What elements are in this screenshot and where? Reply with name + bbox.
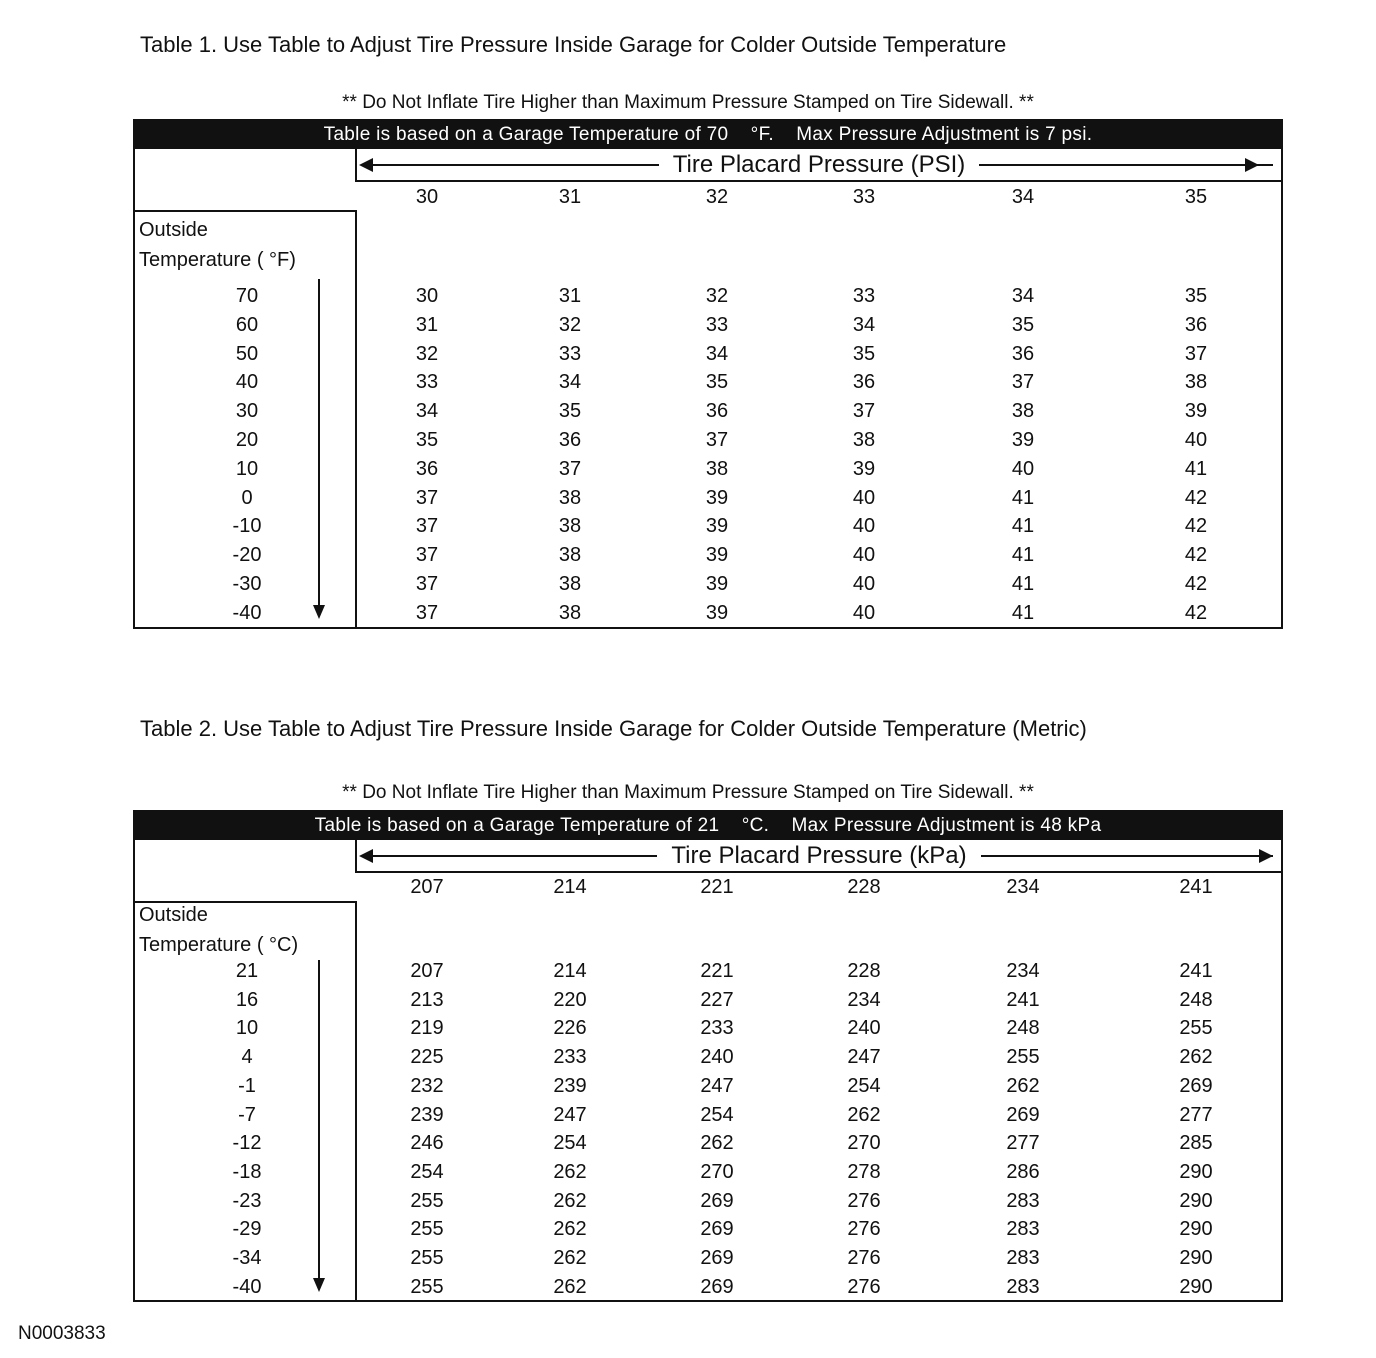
- table-cell: 40: [1184, 429, 1208, 451]
- table-cell: 276: [847, 1189, 881, 1212]
- column-header: 31: [558, 186, 582, 208]
- row-temperature: -30: [232, 573, 262, 595]
- table-cell: 35: [415, 429, 439, 451]
- table1-banner: Table is based on a Garage Temperature of 70 °F. Max Pressure Adjustment is 7 psi.: [135, 121, 1281, 149]
- column-header: 241: [1179, 876, 1213, 898]
- table-cell: 42: [1184, 486, 1208, 509]
- table-cell: 276: [847, 1275, 881, 1298]
- column-header: 228: [847, 876, 881, 898]
- table-cell: 254: [700, 1103, 734, 1126]
- table-cell: 42: [1184, 515, 1208, 538]
- table-cell: 36: [705, 400, 729, 423]
- table-cell: 269: [1179, 1074, 1213, 1097]
- table-cell: 248: [1006, 1017, 1040, 1040]
- row-temperature: -10: [232, 515, 262, 538]
- table-cell: 255: [410, 1275, 444, 1298]
- table-cell: 40: [852, 601, 876, 624]
- table-cell: 41: [1011, 601, 1035, 624]
- table-cell: 39: [705, 515, 729, 538]
- table-cell: 241: [1006, 988, 1040, 1011]
- table-cell: 41: [1184, 457, 1208, 480]
- table-cell: 34: [1011, 285, 1035, 307]
- table-cell: 40: [852, 515, 876, 538]
- table-cell: 269: [700, 1247, 734, 1269]
- table-cell: 39: [852, 457, 876, 480]
- row-temperature: 0: [241, 486, 253, 509]
- table-cell: 36: [558, 429, 582, 451]
- table-cell: 283: [1006, 1218, 1040, 1241]
- table2-banner: Table is based on a Garage Temperature of 21 °C. Max Pressure Adjustment is 48 kPa: [135, 812, 1281, 840]
- table2-placard-label: Tire Placard Pressure (kPa): [657, 842, 980, 869]
- table-cell: 42: [1184, 601, 1208, 624]
- table-cell: 37: [415, 573, 439, 595]
- table-cell: 41: [1011, 573, 1035, 595]
- table-cell: 262: [553, 1275, 587, 1298]
- row-temperature: -34: [232, 1247, 262, 1269]
- table-cell: 37: [415, 486, 439, 509]
- table-cell: 262: [553, 1160, 587, 1183]
- table-cell: 34: [705, 342, 729, 365]
- column-header: 30: [415, 186, 439, 208]
- table-cell: 32: [415, 342, 439, 365]
- table1-row-label-line1: Outside: [139, 219, 208, 241]
- table-cell: 30: [415, 285, 439, 307]
- table-cell: 277: [1179, 1103, 1213, 1126]
- table-cell: 220: [553, 988, 587, 1011]
- column-header: 207: [410, 876, 444, 898]
- row-temperature: 4: [241, 1046, 253, 1069]
- table-cell: 38: [558, 515, 582, 538]
- table-cell: 269: [700, 1189, 734, 1212]
- table-cell: 39: [1011, 429, 1035, 451]
- table-cell: 290: [1179, 1189, 1213, 1212]
- table-cell: 290: [1179, 1275, 1213, 1298]
- table1-row-label-line2: Temperature ( °F): [139, 249, 296, 271]
- table-cell: 255: [410, 1218, 444, 1241]
- table-cell: 32: [705, 285, 729, 307]
- table-cell: 38: [1011, 400, 1035, 423]
- table1-placard-header: [355, 149, 1281, 182]
- table-cell: 247: [553, 1103, 587, 1126]
- table-cell: 37: [558, 457, 582, 480]
- table-cell: 38: [852, 429, 876, 451]
- table-cell: 232: [410, 1074, 444, 1097]
- table-cell: 42: [1184, 544, 1208, 567]
- column-header: 221: [700, 876, 734, 898]
- table-cell: 290: [1179, 1160, 1213, 1183]
- row-temperature: -12: [232, 1132, 262, 1155]
- table-cell: 37: [415, 601, 439, 624]
- table-cell: 36: [415, 457, 439, 480]
- table-cell: 239: [410, 1103, 444, 1126]
- table-cell: 36: [1184, 313, 1208, 336]
- table-cell: 35: [1184, 285, 1208, 307]
- table-cell: 40: [852, 573, 876, 595]
- table-cell: 285: [1179, 1132, 1213, 1155]
- table-cell: 270: [847, 1132, 881, 1155]
- table-cell: 34: [852, 313, 876, 336]
- table-cell: 33: [415, 371, 439, 394]
- table-cell: 276: [847, 1247, 881, 1269]
- table-cell: 38: [558, 486, 582, 509]
- table-cell: 33: [705, 313, 729, 336]
- table-cell: 269: [1006, 1103, 1040, 1126]
- table-cell: 33: [852, 285, 876, 307]
- table-cell: 38: [705, 457, 729, 480]
- table-cell: 270: [700, 1160, 734, 1183]
- table-cell: 240: [847, 1017, 881, 1040]
- table-cell: 34: [558, 371, 582, 394]
- table-cell: 40: [1011, 457, 1035, 480]
- table-cell: 32: [558, 313, 582, 336]
- table-cell: 290: [1179, 1247, 1213, 1269]
- table-cell: 214: [553, 960, 587, 982]
- column-header: 214: [553, 876, 587, 898]
- row-temperature: -7: [238, 1103, 256, 1126]
- table-cell: 286: [1006, 1160, 1040, 1183]
- table-cell: 283: [1006, 1189, 1040, 1212]
- table-cell: 269: [700, 1275, 734, 1298]
- table-cell: 290: [1179, 1218, 1213, 1241]
- table-cell: 240: [700, 1046, 734, 1069]
- table-cell: 241: [1179, 960, 1213, 982]
- table-cell: 247: [700, 1074, 734, 1097]
- column-header: 234: [1006, 876, 1040, 898]
- table-cell: 226: [553, 1017, 587, 1040]
- table-cell: 36: [852, 371, 876, 394]
- table-cell: 262: [553, 1247, 587, 1269]
- row-temperature: 50: [235, 342, 259, 365]
- column-header: 32: [705, 186, 729, 208]
- table-cell: 39: [705, 544, 729, 567]
- table-cell: 34: [415, 400, 439, 423]
- table-cell: 38: [1184, 371, 1208, 394]
- row-temperature: 21: [235, 960, 259, 982]
- row-temperature: 30: [235, 400, 259, 423]
- table-cell: 41: [1011, 544, 1035, 567]
- table2-title: Table 2. Use Table to Adjust Tire Pressure Inside Garage for Colder Outside Temperature (Metric): [140, 716, 1087, 741]
- table-cell: 262: [700, 1132, 734, 1155]
- table-cell: 283: [1006, 1247, 1040, 1269]
- row-temperature: 40: [235, 371, 259, 394]
- table1-placard-label: Tire Placard Pressure (PSI): [659, 151, 980, 178]
- table-cell: 40: [852, 486, 876, 509]
- table-cell: 227: [700, 988, 734, 1011]
- row-temperature: -29: [232, 1218, 262, 1241]
- row-temperature: 10: [235, 1017, 259, 1040]
- table-cell: 262: [847, 1103, 881, 1126]
- down-arrow-icon: [313, 1278, 325, 1292]
- row-temperature: -18: [232, 1160, 262, 1183]
- table-cell: 35: [852, 342, 876, 365]
- table2-placard-header: [355, 840, 1281, 873]
- figure-id: N0003833: [18, 1323, 106, 1344]
- column-header: 35: [1184, 186, 1208, 208]
- table-cell: 233: [553, 1046, 587, 1069]
- table-cell: 225: [410, 1046, 444, 1069]
- table-cell: 262: [553, 1189, 587, 1212]
- down-arrow-icon: [313, 605, 325, 619]
- table-cell: 221: [700, 960, 734, 982]
- table-cell: 35: [558, 400, 582, 423]
- table-cell: 248: [1179, 988, 1213, 1011]
- table-cell: 247: [847, 1046, 881, 1069]
- table-cell: 254: [553, 1132, 587, 1155]
- table-cell: 38: [558, 544, 582, 567]
- row-temperature: 20: [235, 429, 259, 451]
- table-cell: 31: [415, 313, 439, 336]
- table-cell: 37: [1184, 342, 1208, 365]
- table-cell: 37: [415, 544, 439, 567]
- table-cell: 39: [1184, 400, 1208, 423]
- table2-row-label-line2: Temperature ( °C): [139, 934, 299, 956]
- table2-row-label-line1: Outside: [139, 904, 208, 926]
- row-temperature: -1: [238, 1074, 256, 1097]
- row-temperature: 70: [235, 285, 259, 307]
- table-cell: 33: [558, 342, 582, 365]
- row-temperature: -23: [232, 1189, 262, 1212]
- table-cell: 255: [1006, 1046, 1040, 1069]
- table-cell: 254: [410, 1160, 444, 1183]
- table-cell: 233: [700, 1017, 734, 1040]
- table-cell: 269: [700, 1218, 734, 1241]
- table1: [133, 119, 1283, 629]
- table-cell: 246: [410, 1132, 444, 1155]
- down-arrow-line: [318, 960, 320, 1278]
- table-cell: 37: [705, 429, 729, 451]
- table2: [133, 810, 1283, 1302]
- row-temperature: 10: [235, 457, 259, 480]
- table-cell: 38: [558, 601, 582, 624]
- column-header: 34: [1011, 186, 1035, 208]
- table-cell: 40: [852, 544, 876, 567]
- table-cell: 35: [1011, 313, 1035, 336]
- table-cell: 39: [705, 573, 729, 595]
- table-cell: 234: [847, 988, 881, 1011]
- table-cell: 39: [705, 486, 729, 509]
- table-cell: 207: [410, 960, 444, 982]
- table-cell: 262: [1006, 1074, 1040, 1097]
- table-cell: 255: [1179, 1017, 1213, 1040]
- table-cell: 278: [847, 1160, 881, 1183]
- table-cell: 262: [553, 1218, 587, 1241]
- row-temperature: 16: [235, 988, 259, 1011]
- table-cell: 37: [415, 515, 439, 538]
- table-cell: 41: [1011, 486, 1035, 509]
- table-cell: 255: [410, 1247, 444, 1269]
- table-cell: 38: [558, 573, 582, 595]
- table-cell: 219: [410, 1017, 444, 1040]
- table-cell: 213: [410, 988, 444, 1011]
- table-cell: 239: [553, 1074, 587, 1097]
- table-cell: 36: [1011, 342, 1035, 365]
- table-cell: 262: [1179, 1046, 1213, 1069]
- table-cell: 276: [847, 1218, 881, 1241]
- table-cell: 277: [1006, 1132, 1040, 1155]
- table-cell: 39: [705, 601, 729, 624]
- table-cell: 283: [1006, 1275, 1040, 1298]
- table2-note: ** Do Not Inflate Tire Higher than Maximum Pressure Stamped on Tire Sidewall. **: [342, 782, 1034, 803]
- table-cell: 255: [410, 1189, 444, 1212]
- table1-note: ** Do Not Inflate Tire Higher than Maximum Pressure Stamped on Tire Sidewall. **: [342, 92, 1034, 113]
- table-cell: 41: [1011, 515, 1035, 538]
- table-cell: 254: [847, 1074, 881, 1097]
- table-cell: 37: [852, 400, 876, 423]
- table-cell: 228: [847, 960, 881, 982]
- row-temperature: -40: [232, 601, 262, 624]
- table-cell: 31: [558, 285, 582, 307]
- row-temperature: -40: [232, 1275, 262, 1298]
- table-cell: 35: [705, 371, 729, 394]
- down-arrow-line: [318, 279, 320, 605]
- table-cell: 37: [1011, 371, 1035, 394]
- table1-title: Table 1. Use Table to Adjust Tire Pressure Inside Garage for Colder Outside Temperature: [140, 32, 1007, 57]
- row-temperature: 60: [235, 313, 259, 336]
- column-header: 33: [852, 186, 876, 208]
- table-cell: 234: [1006, 960, 1040, 982]
- table-cell: 42: [1184, 573, 1208, 595]
- row-temperature: -20: [232, 544, 262, 567]
